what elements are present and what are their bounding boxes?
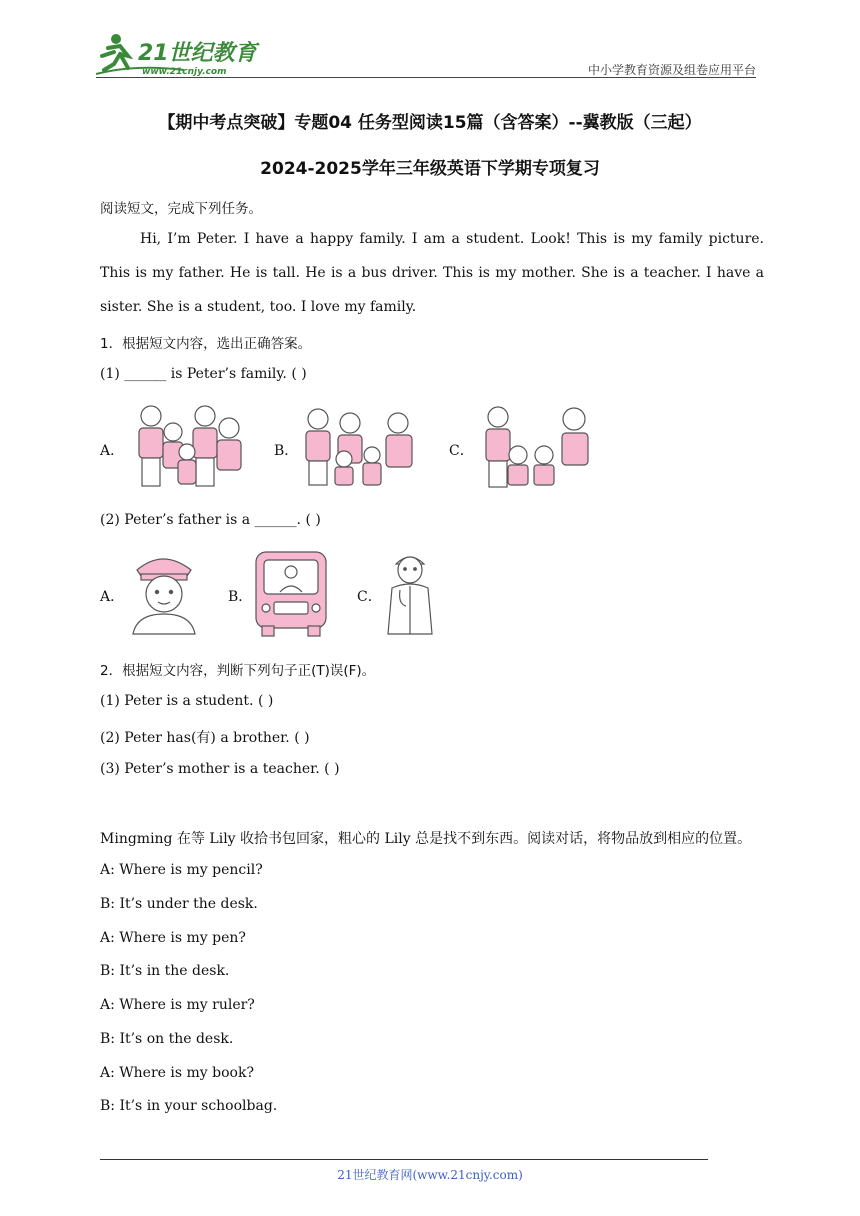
dialogue-line-6: B: It’s on the desk.	[100, 1031, 234, 1047]
dialogue-line-8: B: It’s in your schoolbag.	[100, 1098, 278, 1114]
reading-passage: Hi, I’m Peter. I have a happy family. I am a student. Look! This is my family picture. This is my father. He is tall. He is a bus driver. This is my mother. She is a teacher. I have a sister. She is a student, too. I love my family.	[100, 231, 764, 315]
footer-divider	[100, 1159, 708, 1160]
footer-site-link[interactable]: 21世纪教育网(www.21cnjy.com)	[337, 1168, 523, 1182]
option-b-label: B．	[274, 443, 299, 459]
option-a-label: A．	[100, 589, 125, 605]
dialogue-line-2: B: It’s under the desk.	[100, 896, 258, 912]
family-picture-a-icon	[133, 402, 245, 488]
question1-title: 1．根据短文内容，选出正确答案。	[100, 336, 312, 352]
document-title-line1: 【期中考点突破】专题04 任务型阅读15篇（含答案）--冀教版（三起）	[158, 113, 702, 133]
dialogue-line-5: A: Where is my ruler?	[100, 997, 255, 1013]
document-title-line2: 2024-2025学年三年级英语下学期专项复习	[260, 159, 600, 179]
section2-intro: Mingming 在等 Lily 收拾书包回家，粗心的 Lily 总是找不到东西。阅读对话，将物品放到相应的位置。	[100, 831, 752, 847]
option-b-label: B．	[228, 589, 253, 605]
question2-title: 2．根据短文内容，判断下列句子正(T)误(F)。	[100, 663, 376, 679]
option-a-label: A．	[100, 443, 125, 459]
header-platform-text: 中小学教育资源及组卷应用平台	[587, 63, 756, 77]
doctor-icon	[384, 548, 436, 636]
section1-instruction: 阅读短文，完成下列任务。	[100, 201, 262, 217]
family-picture-b-icon	[300, 405, 416, 487]
svg-text:www.21cnjy.com: www.21cnjy.com	[142, 67, 227, 77]
logo-icon	[94, 30, 264, 78]
bus-driver-icon	[252, 548, 330, 638]
header-divider	[96, 77, 756, 78]
question2-item-2: (2) Peter has(有) a brother. ( )	[100, 730, 310, 746]
dialogue-line-3: A: Where is my pen?	[100, 930, 246, 946]
page-header	[0, 0, 860, 80]
question2-item-3: (3) Peter’s mother is a teacher. ( )	[100, 761, 340, 777]
option-c-label: C．	[449, 443, 474, 459]
family-picture-c-icon	[478, 403, 594, 489]
svg-text:21世纪教育: 21世纪教育	[138, 41, 257, 66]
dialogue-line-7: A: Where is my book?	[100, 1065, 254, 1081]
option-c-label: C．	[357, 589, 382, 605]
police-officer-icon	[127, 548, 201, 636]
question1-2: (2) Peter’s father is a ______. ( )	[100, 512, 321, 528]
dialogue-line-4: B: It’s in the desk.	[100, 963, 230, 979]
dialogue-line-1: A: Where is my pencil?	[100, 862, 263, 878]
question2-item-1: (1) Peter is a student. ( )	[100, 693, 274, 709]
question1-1: (1) ______ is Peter’s family. ( )	[100, 366, 307, 382]
